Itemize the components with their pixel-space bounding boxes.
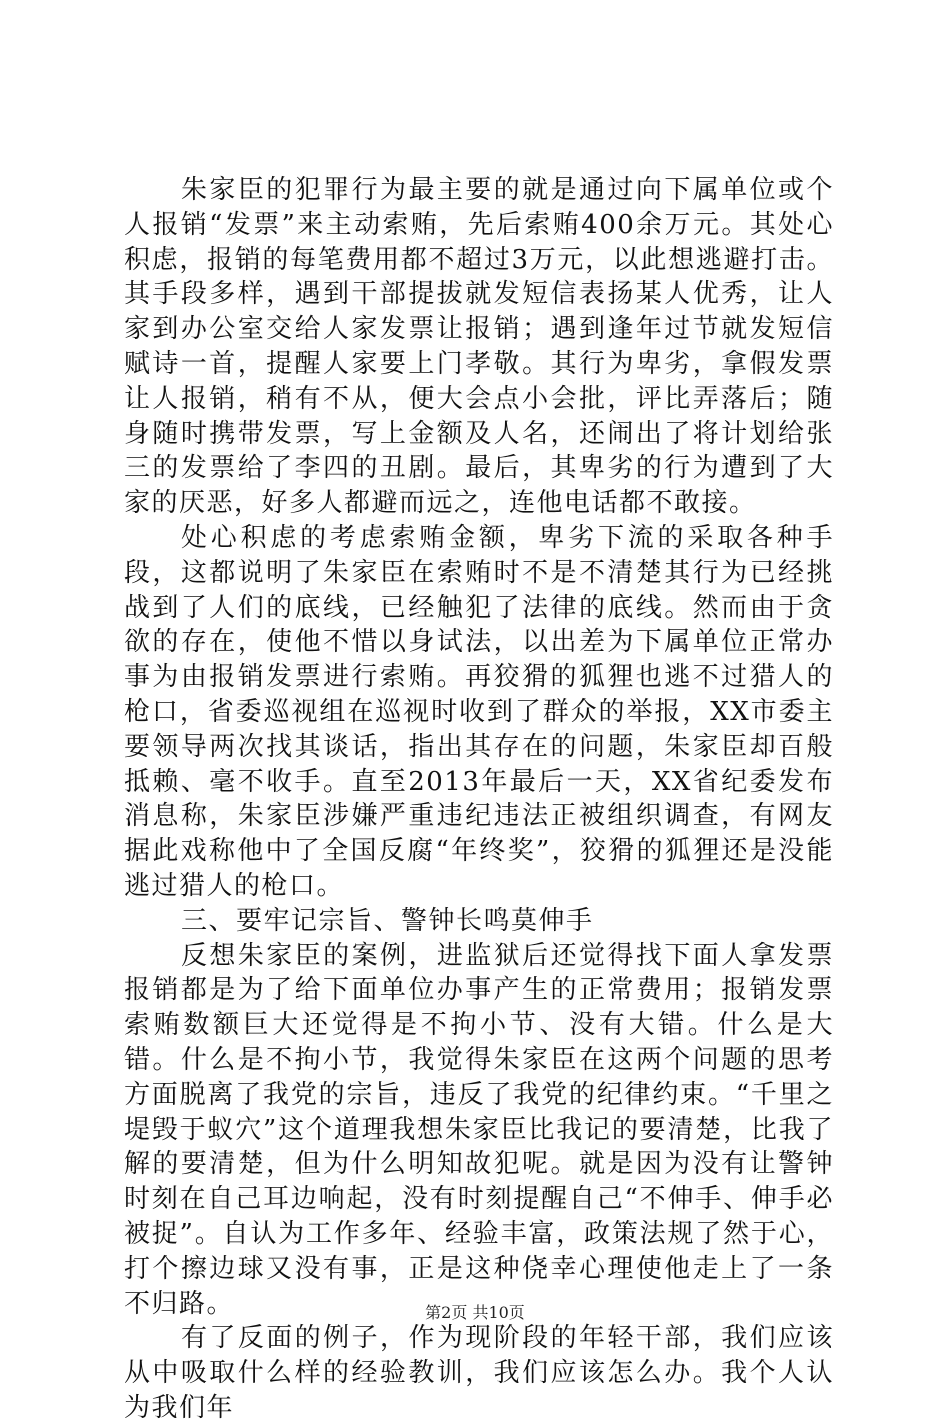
paragraph-4: 有了反面的例子，作为现阶段的年轻干部，我们应该从中吸取什么样的经验教训，我们应该怎么办。我个人认为我们年	[124, 1323, 834, 1423]
document-body	[124, 173, 834, 1426]
paragraph-2: 处心积虑的考虑索贿金额，卑劣下流的采取各种手段，这都说明了朱家臣在索贿时不是不清楚其行为已经挑战到了人们的底线，已经触犯了法律的底线。然而由于贪欲的存在，使他不惜以身试法，以出差为下属单位正常办事为由报销发票进行索贿。再狡猾的狐狸也逃不过猎人的枪口，省委巡视组在巡视时收到了群众的举报，XX市委主要领导两次找其谈话，指出其存在的问题，朱家臣却百般抵赖、毫不收手。直至2013年最后一天，XX省纪委发布消息称，朱家臣涉嫌严重违纪违法正被组织调查，有网友据此戏称他中了全国反腐“年终奖”，狡猾的狐狸还是没能逃过猎人的枪口。	[124, 522, 834, 901]
page-footer	[0, 1303, 950, 1323]
paragraph-1: 朱家臣的犯罪行为最主要的就是通过向下属单位或个人报销“发票”来主动索贿，先后索贿400余万元。其处心积虑，报销的每笔费用都不超过3万元，以此想逃避打击。其手段多样，遇到干部提拔就发短信表扬某人优秀，让人家到办公室交给人家发票让报销；遇到逢年过节就发短信赋诗一首，提醒人家要上门孝敬。其行为卑劣，拿假发票让人报销，稍有不从，便大会点小会批，评比弄落后；随身随时携带发票，写上金额及人名，还闹出了将计划给张三的发票给了李四的丑剧。最后，其卑劣的行为遭到了大家的厌恶，好多人都避而远之，连他电话都不敢接。	[124, 175, 834, 519]
page-number: 第2页 共10页	[425, 1303, 525, 1322]
paragraph-3: 反想朱家臣的案例，进监狱后还觉得找下面人拿发票报销都是为了给下面单位办事产生的正常费用；报销发票索贿数额巨大还觉得是不拘小节、没有大错。什么是大错。什么是不拘小节，我觉得朱家臣在这两个问题的思考方面脱离了我党的宗旨，违反了我党的纪律约束。“千里之堤毁于蚁穴”这个道理我想朱家臣比我记的要清楚，比我了解的要清楚，但为什么明知故犯呢。就是因为没有让警钟时刻在自己耳边响起，没有时刻提醒自己“不伸手、伸手必被捉”。自认为工作多年、经验丰富，政策法规了然于心，打个擦边球又没有事，正是这种侥幸心理使他走上了一条不归路。	[124, 940, 834, 1319]
section-heading: 三、要牢记宗旨、警钟长鸣莫伸手	[181, 905, 594, 936]
